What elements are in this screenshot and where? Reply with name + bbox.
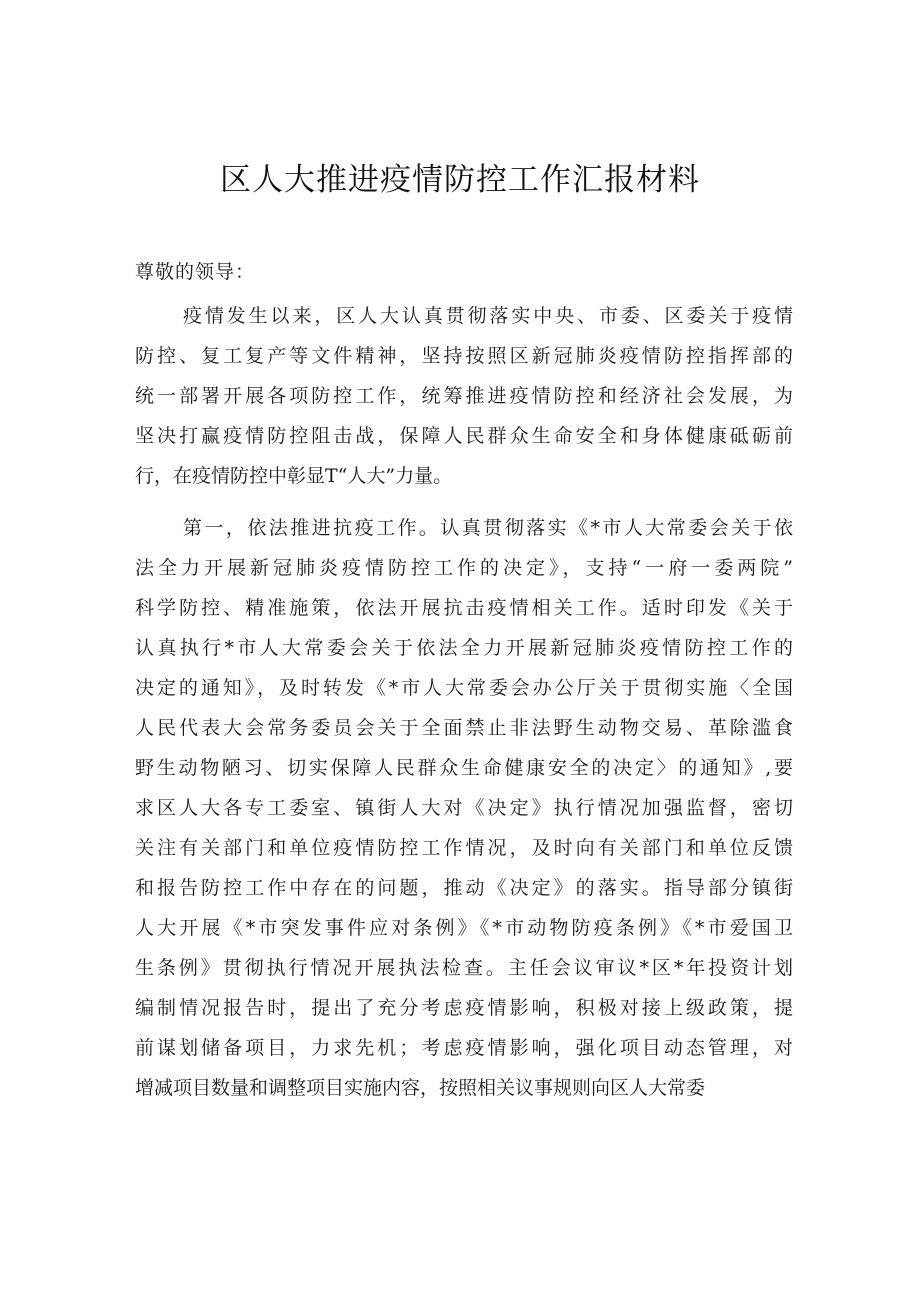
paragraph-line: 求区人大各专工委室、镇街人大对《决定》执行情况加强监督，密切 (135, 797, 793, 819)
paragraph-line: 野生动物陋习、切实保障人民群众生命健康安全的决定〉的通知》,要 (135, 757, 793, 779)
paragraph-line: 决定的通知》，及时转发《*市人大常委会办公厅关于贯彻实施〈全国 (135, 677, 793, 699)
paragraph-line: 和报告防控工作中存在的问题，推动《决定》的落实。指导部分镇街 (135, 877, 793, 899)
paragraph-line: 科学防控、精准施策，依法开展抗击疫情相关工作。适时印发《关于 (135, 597, 793, 619)
paragraph-line: 统一部署开展各项防控工作，统筹推进疫情防控和经济社会发展，为 (135, 385, 793, 407)
paragraph-line: 前谋划储备项目，力求先机；考虑疫情影响，强化项目动态管理，对 (135, 1037, 793, 1059)
paragraph-line: 编制情况报告时，提出了充分考虑疫情影响，积极对接上级政策，提 (135, 997, 793, 1019)
paragraph-line: 关注有关部门和单位疫情防控工作情况，及时向有关部门和单位反馈 (135, 837, 793, 859)
paragraph-line: 法全力开展新冠肺炎疫情防控工作的决定》，支持“一府一委两院” (135, 557, 793, 579)
paragraph-line: 行，在疫情防控中彰显T“人大”力量。 (135, 465, 453, 487)
paragraph-line: 防控、复工复产等文件精神，坚持按照区新冠肺炎疫情防控指挥部的 (135, 345, 793, 367)
paragraph-line: 增减项目数量和调整项目实施内容，按照相关议事规则向区人大常委 (135, 1077, 706, 1099)
paragraph-line: 坚决打赢疫情防控阻击战，保障人民群众生命安全和身体健康砥砺前 (135, 425, 793, 447)
paragraph-line: 人民代表大会常务委员会关于全面禁止非法野生动物交易、革除滥食 (135, 717, 793, 739)
paragraph-line: 人大开展《*市突发事件应对条例》《*市动物防疫条例》《*市爱国卫 (135, 917, 793, 939)
document-title: 区人大推进疫情防控工作汇报材料 (220, 162, 700, 198)
paragraph-line: 生条例》贯彻执行情况开展执法检查。主任会议审议*区*年投资计划 (135, 957, 793, 979)
paragraph-line: 第一，依法推进抗疫工作。认真贯彻落实《*市人大常委会关于依 (183, 517, 793, 539)
paragraph-line: 疫情发生以来，区人大认真贯彻落实中央、市委、区委关于疫情 (183, 305, 793, 327)
paragraph-first-point (135, 508, 793, 1108)
paragraph-intro (135, 296, 793, 496)
salutation: 尊敬的领导： (135, 261, 256, 283)
paragraph-line: 认真执行*市人大常委会关于依法全力开展新冠肺炎疫情防控工作的 (135, 637, 793, 659)
